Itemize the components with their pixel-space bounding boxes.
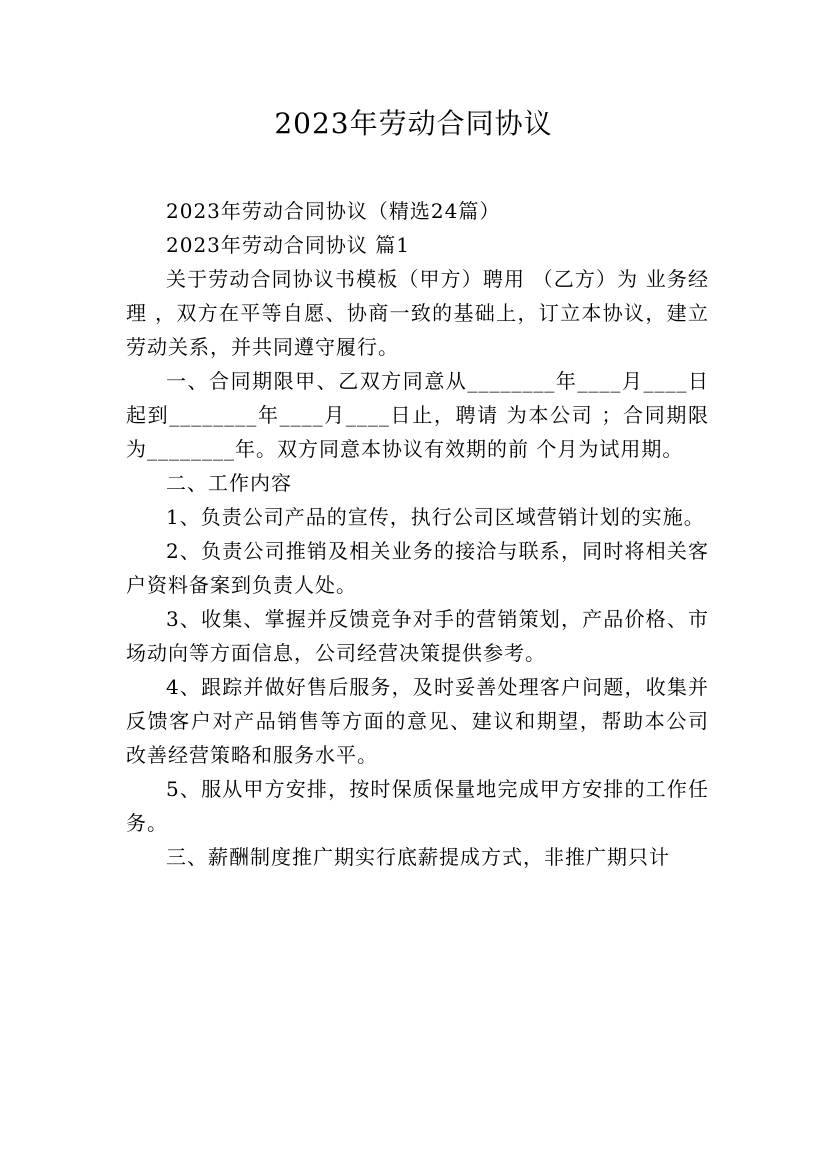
paragraph-item-4: 4、跟踪并做好售后服务，及时妥善处理客户问题，收集并反馈客户对产品销售等方面的意见、建议和期望，帮助本公司改善经营策略和服务水平。 [126,675,709,767]
document-body [126,194,709,874]
paragraph-item-5: 5、服从甲方安排，按时保质保量地完成甲方安排的工作任务。 [126,777,709,835]
document-title: 2023年劳动合同协议 [274,107,553,140]
paragraph-heading-article: 2023年劳动合同协议 篇1 [166,233,410,257]
paragraph-intro: 关于劳动合同协议书模板（甲方）聘用 （乙方）为 业务经理 ，双方在平等自愿、协商一致的基础上，订立本协议，建立劳动关系，并共同遵守履行。 [126,267,709,359]
paragraph-section-salary: 三、薪酬制度推广期实行底薪提成方式，非推广期只计 [166,845,670,869]
paragraph-item-3: 3、收集、掌握并反馈竞争对手的营销策划，产品价格、市场动向等方面信息，公司经营决策提供参考。 [126,607,709,665]
paragraph-section-work: 二、工作内容 [166,471,292,495]
paragraph-item-1: 1、负责公司产品的宣传，执行公司区域营销计划的实施。 [166,505,705,529]
paragraph-term: 一、合同期限甲、乙双方同意从________年____月____日起到________年____月____日止，聘请 为本公司 ；合同期限为________年。双方同意本协议有效期的前 个月为试用期。 [126,369,709,461]
paragraph-item-2: 2、负责公司推销及相关业务的接洽与联系，同时将相关客户资料备案到负责人处。 [126,539,709,597]
paragraph-heading-collection: 2023年劳动合同协议（精选24篇） [166,199,501,223]
